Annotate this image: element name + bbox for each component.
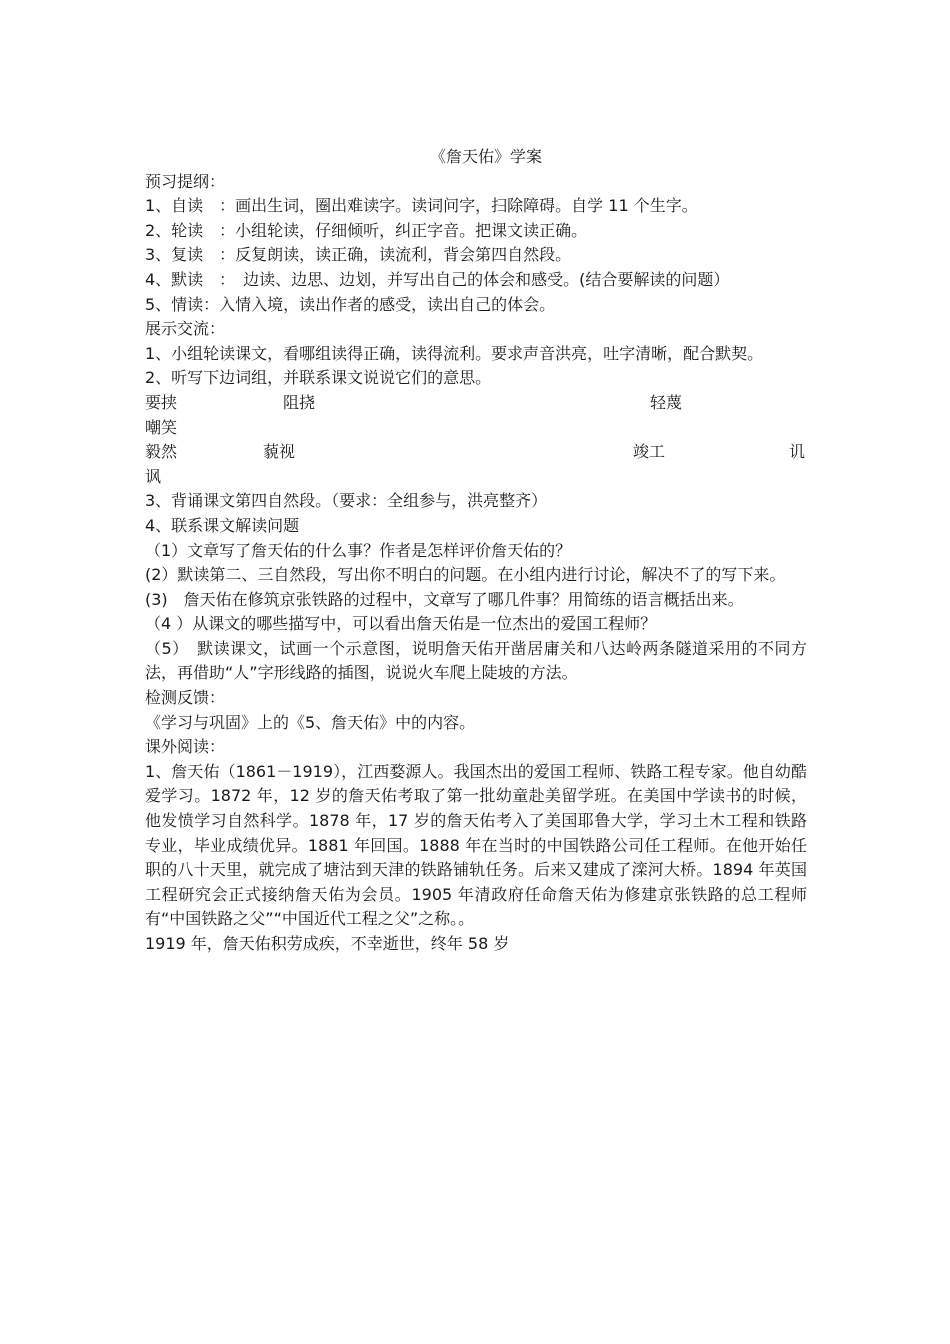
exchange-heading: 展示交流：: [145, 319, 226, 339]
feedback-text: 《学习与巩固》上的《5、詹天佑》中的内容。: [145, 712, 476, 732]
vocab-word: 毅然: [145, 442, 178, 462]
vocab-word: 轻蔑: [650, 392, 683, 412]
question-item: (3) 詹天佑在修筑京张铁路的过程中，文章写了哪几件事？用简练的语言概括出来。: [145, 589, 744, 609]
question-item: （4 ）从课文的哪些描写中，可以看出詹天佑是一位杰出的爱国工程师？: [145, 614, 657, 634]
vocab-word: 讥: [789, 442, 806, 462]
question-item: (2）默读第二、三自然段，写出你不明白的问题。在小组内进行讨论，解决不了的写下来。: [145, 565, 786, 585]
vocab-word: 要挟: [145, 392, 178, 412]
vocab-word: 嘲笑: [145, 417, 178, 437]
question-item: （5） 默读课文，试画一个示意图，说明詹天佑开凿居庸关和八达岭两条隧道采用的不同方法，再借助“人”字形线路的插图，说说火车爬上陡坡的方法。: [145, 638, 807, 683]
exchange-item: 2、听写下边词组，并联系课文说说它们的意思。: [145, 368, 492, 388]
question-item: （1）文章写了詹天佑的什么事？作者是怎样评价詹天佑的？: [145, 540, 572, 560]
preview-item: 1、自读 ：画出生词，圈出难读字。读词问字，扫除障碍。自学 11 个生字。: [145, 196, 698, 216]
vocab-word: 藐视: [263, 442, 296, 462]
vocab-word-continued: 讽: [145, 466, 162, 486]
vocab-word: 竣工: [633, 442, 666, 462]
exchange-item: 1、小组轮读课文，看哪组读得正确，读得流利。要求声音洪亮，吐字清晰，配合默契。: [145, 343, 764, 363]
preview-item: 2、轮读 ：小组轮读，仔细倾听，纠正字音。把课文读正确。: [145, 220, 588, 240]
reading-heading: 课外阅读：: [145, 737, 226, 757]
document-title: 《詹天佑》学案: [429, 147, 542, 166]
preview-heading: 预习提纲：: [145, 171, 226, 191]
exchange-item: 4、联系课文解读问题: [145, 515, 300, 535]
vocab-word: 阻挠: [283, 392, 316, 412]
reading-paragraph: 1、詹天佑（1861－1919），江西婺源人。我国杰出的爱国工程师、铁路工程专家。他自幼酷爱学习。1872 年，12 岁的詹天佑考取了第一批幼童赴美留学班。在美国中学读书的时候，他发愤学习自然科学。1878 年，17 岁的詹天佑考入了美国耶鲁大学，学习土木工程和铁路专业，毕业成绩优异。1881 年回国。1888 年在当时的中国铁路公司任工程师。在他开始任职的八十天里，就完成了塘沽到天津的铁路铺轨任务。后来又建成了滦河大桥。1894 年英国工程研究会正式接纳詹天佑为会员。1905 年清政府任命詹天佑为修建京张铁路的总工程师 有“中国铁路之父”“中国近代工程之父”之称。。: [145, 761, 824, 929]
preview-item: 5、情读：入情入境，读出作者的感受，读出自己的体会。: [145, 294, 556, 314]
preview-item: 4、默读 ： 边读、边思、边划，并写出自己的体会和感受。(结合要解读的问题）: [145, 269, 730, 289]
document-page: [145, 145, 824, 957]
vocab-row: [145, 391, 807, 416]
vocab-row: [145, 440, 807, 465]
preview-item: 3、复读 ：反复朗读，读正确，读流利，背会第四自然段。: [145, 245, 572, 265]
reading-last-line: 1919 年，詹天佑积劳成疾，不幸逝世，终年 58 岁: [145, 934, 510, 953]
exchange-item: 3、背诵课文第四自然段。（要求：全组参与，洪亮整齐）: [145, 491, 548, 511]
feedback-heading: 检测反馈：: [145, 688, 226, 708]
